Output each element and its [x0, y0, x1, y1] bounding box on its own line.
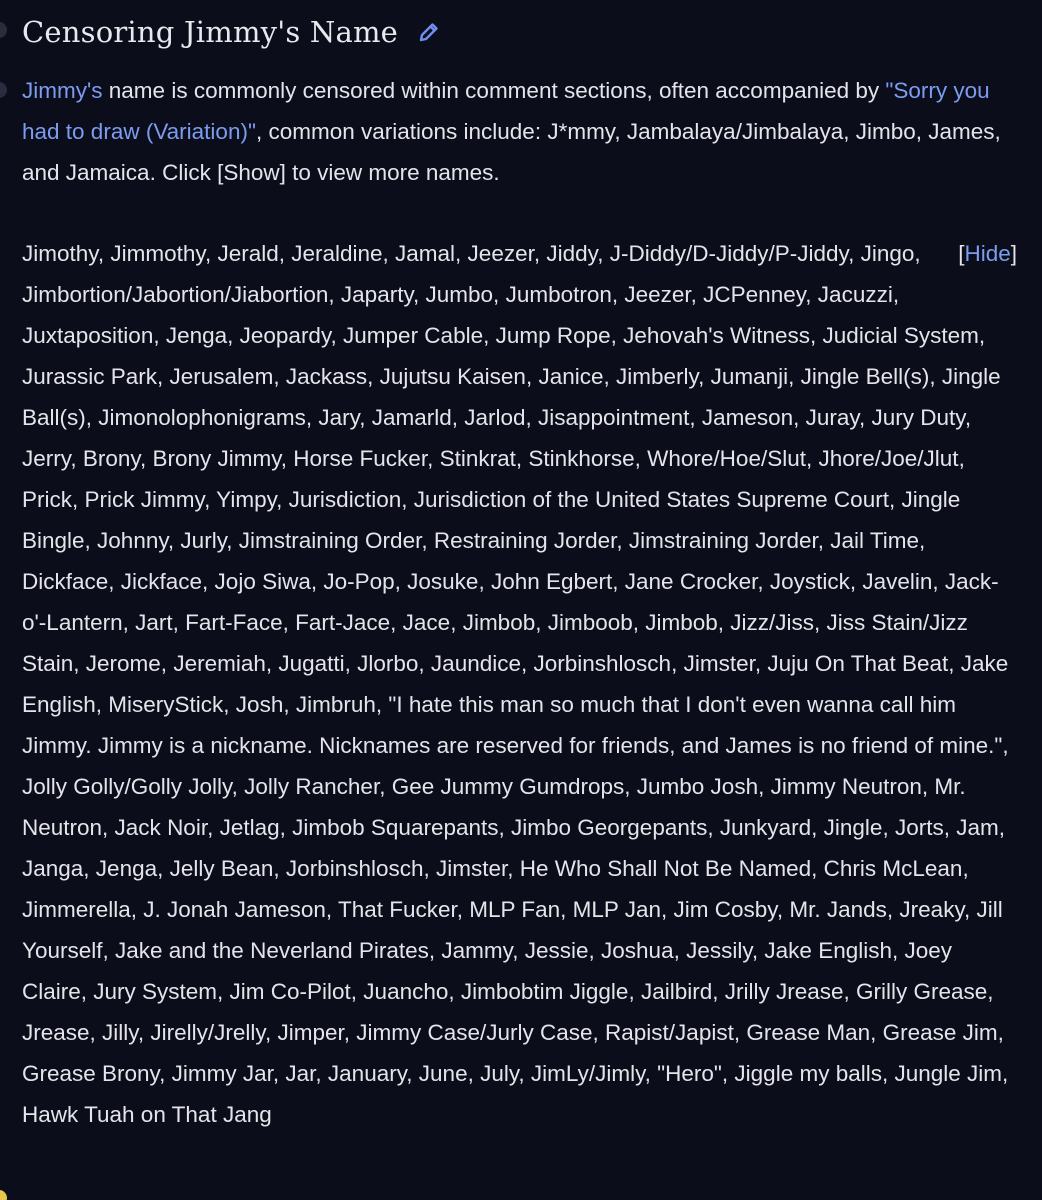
margin-marker-highlight: [0, 1190, 7, 1200]
intro-paragraph: [22, 70, 1012, 193]
margin-marker: [0, 82, 7, 98]
intro-text-1: name is commonly censored within comment sections, often accompanied by: [102, 78, 886, 103]
names-list-text: Jimothy, Jimmothy, Jerald, Jeraldine, Jamal, Jeezer, Jiddy, J-Diddy/D-Jiddy/P-Jiddy, Jingo, Jimbortion/Jabortion/Jiabortion, Japarty, Jumbo, Jumbotron, Jeezer, JCPenney, Jacuzzi, Juxtaposition, Jenga, Jeopardy, Jumper Cable, Jump Rope, Jehovah's Witness, Judicial System, Jurassic Park, Jerusalem, Jackass, Jujutsu Kaisen, Janice, Jimberly, Jumanji, Jingle Bell(s), Jingle Ball(s), Jimonolophonigrams, Jary, Jamarld, Jarlod, Jisappointment, Jameson, Juray, Jury Duty, Jerry, Brony, Brony Jimmy, Horse Fucker, Stinkrat, Stinkhorse, Whore/Hoe/Slut, Jhore/Joe/Jlut, Prick, Prick Jimmy, Yimpy, Jurisdiction, Jurisdiction of the United States Supreme Court, Jingle Bingle, Johnny, Jurly, Jimstraining Order, Restraining Jorder, Jimstraining Jorder, Jail Time, Dickface, Jickface, Jojo Siwa, Jo-Pop, Josuke, John Egbert, Jane Crocker, Joystick, Javelin, Jack-o'-Lantern, Jart, Fart-Face, Fart-Jace, Jace, Jimbob, Jimboob, Jimbob, Jizz/Jiss, Jiss Stain/Jizz Stain, Jerome, Jeremiah, Jugatti, Jlorbo, Jaundice, Jorbinshlosch, Jimster, Juju On That Beat, Jake English, MiseryStick, Josh, Jimbruh, "I hate this man so much that I don't even wanna call him Jimmy. Jimmy is a nickname. Nicknames are reserved for friends, and James is no friend of mine.", Jolly Golly/Golly Jolly, Jolly Rancher, Gee Jummy Gumdrops, Jumbo Josh, Jimmy Neutron, Mr. Neutron, Jack Noir, Jetlag, Jimbob Squarepants, Jimbo Georgepants, Junkyard, Jingle, Jorts, Jam, Janga, Jenga, Jelly Bean, Jorbinshlosch, Jimster, He Who Shall Not Be Named, Chris McLean, Jimmerella, J. Jonah Jameson, That Fucker, MLP Fan, MLP Jan, Jim Cosby, Mr. Jands, Jreaky, Jill Yourself, Jake and the Neverland Pirates, Jammy, Jessie, Joshua, Jessily, Jake English, Joey Claire, Jury System, Jim Co-Pilot, Juancho, Jimbobtim Jiggle, Jailbird, Jrilly Jrease, Grilly Grease, Jrease, Jilly, Jirelly/Jrelly, Jimper, Jimmy Case/Jurly Case, Rapist/Japist, Grease Man, Grease Jim, Grease Brony, Jimmy Jar, Jar, January, June, July, JimLy/Jimly, "Hero", Jiggle my balls, Jungle Jim, Hawk Tuah on That Jang: [22, 241, 1009, 1127]
toggle-bracket-close: ]: [1010, 241, 1017, 266]
margin-marker: [0, 22, 7, 38]
section-heading: [22, 10, 442, 54]
names-list: [22, 233, 1017, 1135]
hide-link[interactable]: Hide: [964, 241, 1011, 266]
sorry-you-had-to-draw-link[interactable]: "Sorry you had to draw (Variation)": [22, 78, 990, 144]
toggle-bracket-open: [: [958, 241, 965, 266]
section-title: Censoring Jimmy's Name: [22, 15, 399, 49]
pencil-icon[interactable]: [416, 19, 442, 45]
intro-text-2: , common variations include: J*mmy, Jambalaya/Jimbalaya, Jimbo, James, and Jamaica. Click [Show] to view more names.: [22, 119, 1001, 185]
hide-toggle[interactable]: [958, 233, 1017, 274]
jimmy-link[interactable]: Jimmy's: [22, 78, 103, 103]
